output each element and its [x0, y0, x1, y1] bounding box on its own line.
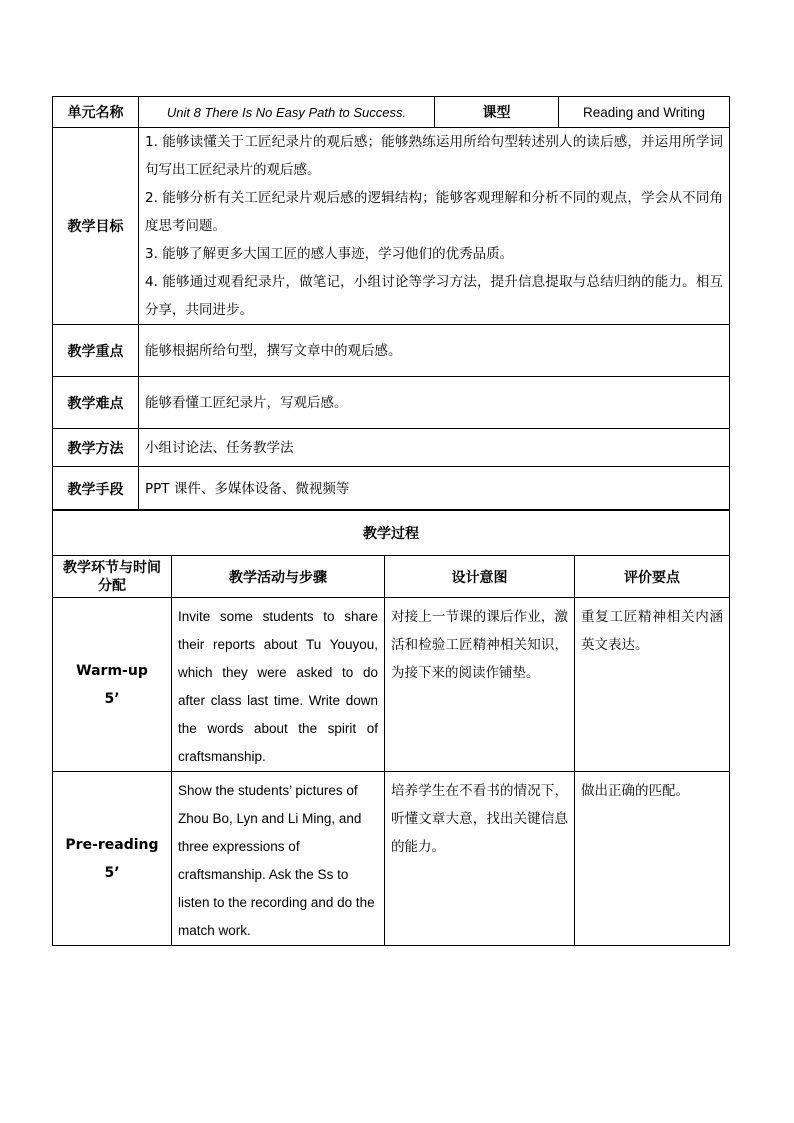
unit-name-label: 单元名称	[53, 97, 139, 128]
col-header-activity: 教学活动与步骤	[172, 556, 385, 598]
col-header-evaluation: 评价要点	[575, 556, 730, 598]
objective-item: 2. 能够分析有关工匠纪录片观后感的逻辑结构；能够客观理解和分析不同的观点，学会从不同角度思考问题。	[145, 190, 723, 234]
process-table	[52, 509, 730, 946]
means-label: 教学手段	[53, 467, 139, 511]
objective-item: 1. 能够读懂关于工匠纪录片的观后感；能够熟练运用所给句型转述别人的读后感，并运用所学词句写出工匠纪录片的观后感。	[145, 134, 723, 178]
col-header-intent: 设计意图	[385, 556, 575, 598]
difficulties-value: 能够看懂工匠纪录片，写观后感。	[139, 377, 730, 429]
table-row	[53, 772, 730, 946]
means-value: PPT 课件、多媒体设备、微视频等	[139, 467, 730, 511]
process-title: 教学过程	[53, 510, 730, 556]
evaluation-text: 做出正确的匹配。	[581, 783, 689, 799]
unit-name-value: Unit 8 There Is No Easy Path to Success.	[139, 97, 435, 128]
activity-text: Show the students’ pictures of Zhou Bo, Lyn and Li Ming, and three expressions of craftsmanship. Ask the Ss to listen to the recording and do the match work.	[178, 783, 375, 938]
objectives-label: 教学目标	[53, 128, 139, 325]
objective-item: 4. 能够通过观看纪录片，做笔记，小组讨论等学习方法，提升信息提取与总结归纳的能力。相互分享，共同进步。	[145, 274, 723, 318]
objectives-list	[139, 128, 730, 325]
lesson-type-label: 课型	[435, 97, 559, 128]
lesson-type-value: Reading and Writing	[559, 97, 730, 128]
key-points-label: 教学重点	[53, 325, 139, 377]
activity-text: Invite some students to share their reports about Tu Youyou, which they were asked to do after class last time. Write down the words about the spirit of craftsmanship.	[178, 609, 378, 764]
stage-cell	[53, 598, 172, 772]
lesson-plan-table	[52, 96, 730, 511]
methods-label: 教学方法	[53, 429, 139, 467]
col-header-stage: 教学环节与时间分配	[53, 556, 172, 598]
table-row	[53, 598, 730, 772]
stage-name: Pre-reading	[65, 836, 159, 853]
methods-value: 小组讨论法、任务教学法	[139, 429, 730, 467]
key-points-value: 能够根据所给句型，撰写文章中的观后感。	[139, 325, 730, 377]
stage-time: 5’	[104, 690, 120, 707]
difficulties-label: 教学难点	[53, 377, 139, 429]
stage-name: Warm-up	[76, 662, 148, 679]
intent-text: 培养学生在不看书的情况下，听懂文章大意，找出关键信息的能力。	[391, 783, 568, 855]
objective-item: 3. 能够了解更多大国工匠的感人事迹，学习他们的优秀品质。	[145, 246, 514, 262]
intent-text: 对接上一节课的课后作业，激活和检验工匠精神相关知识，为接下来的阅读作铺垫。	[391, 609, 568, 681]
stage-cell	[53, 772, 172, 946]
stage-time: 5’	[104, 864, 120, 881]
evaluation-text: 重复工匠精神相关内涵英文表达。	[581, 609, 723, 653]
